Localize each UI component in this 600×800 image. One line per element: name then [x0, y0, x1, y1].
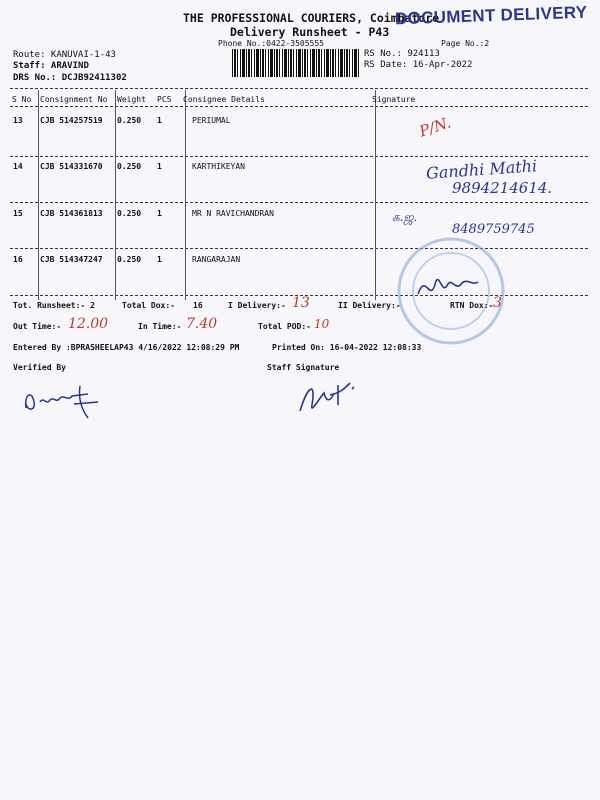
col-header-sno: S No [12, 95, 32, 104]
verified-by-label: Verified By [13, 363, 66, 372]
col-header-consignee: Consignee Details [183, 95, 265, 104]
phone-number: Phone No.:0422-3505555 [218, 39, 324, 48]
row-pcs: 1 [157, 209, 162, 218]
row-consignment: CJB 514331670 [40, 162, 103, 171]
seal-stamp [396, 236, 506, 346]
runsheet-title: Delivery Runsheet - P43 [230, 25, 390, 39]
handwritten-phone: 8489759745 [452, 222, 535, 237]
col-header-weight: Weight [117, 95, 146, 104]
row-weight: 0.250 [117, 162, 142, 171]
handwritten-pin: P/N. [417, 113, 454, 141]
i-delivery-label: I Delivery:- [228, 301, 286, 310]
col-header-pcs: PCS [157, 95, 172, 104]
ii-delivery-label: II Delivery:- [338, 301, 401, 310]
total-pod-value: 10 [314, 317, 330, 331]
handwritten-phone: 9894214614. [452, 179, 553, 197]
verifier-signature [18, 380, 118, 425]
out-time-value: 12.00 [68, 316, 109, 332]
rule [10, 106, 588, 107]
staff: Staff: ARAVIND [13, 61, 89, 71]
row-consignee: MR N RAVICHANDRAN [192, 209, 274, 218]
row-weight: 0.250 [117, 209, 142, 218]
row-weight: 0.250 [117, 255, 142, 264]
col-divider [38, 90, 39, 300]
total-runsheet: Tot. Runsheet:- 2 [13, 301, 95, 310]
rtn-dox-label: RTN Dox:- [450, 301, 494, 310]
col-divider [375, 90, 376, 300]
i-delivery-value: 13 [292, 295, 310, 311]
row-pcs: 1 [157, 255, 162, 264]
handwritten-name: Gandhi Mathi [425, 156, 538, 183]
row-consignee: KARTHIKEYAN [192, 162, 245, 171]
route: Route: KANUVAI-1-43 [13, 50, 116, 60]
rs-date: RS Date: 16-Apr-2022 [364, 60, 473, 70]
document-delivery-stamp: DOCUMENT DELIVERY [394, 2, 588, 29]
row-consignment: CJB 514257519 [40, 116, 103, 125]
rs-number: RS No.: 924113 [364, 49, 440, 59]
handwritten-initials: க.ஜ. [392, 210, 418, 224]
col-divider [115, 90, 116, 300]
row-consignee: PERIUMAL [192, 116, 231, 125]
col-divider [185, 90, 186, 300]
rtn-dox-value: 3 [493, 295, 502, 311]
rule [10, 88, 588, 89]
company-name: THE PROFESSIONAL COURIERS, Coimbatore [183, 11, 440, 25]
row-sno: 15 [13, 209, 23, 218]
row-pcs: 1 [157, 116, 162, 125]
page-number: Page No.:2 [441, 39, 490, 48]
printed-on: Printed On: 16-04-2022 12:08:33 [272, 343, 422, 352]
staff-signature [294, 375, 374, 420]
in-time-value: 7.40 [186, 316, 218, 332]
out-time-label: Out Time:- [13, 322, 62, 331]
barcode [232, 49, 360, 77]
row-consignment: CJB 514361813 [40, 209, 103, 218]
total-dox-value: 16 [193, 301, 203, 310]
in-time-label: In Time:- [138, 322, 182, 331]
row-consignee: RANGARAJAN [192, 255, 241, 264]
col-header-consignment: Consignment No [40, 95, 108, 104]
row-weight: 0.250 [117, 116, 142, 125]
staff-signature-label: Staff Signature [267, 363, 340, 372]
rule [10, 156, 588, 157]
row-sno: 14 [13, 162, 23, 171]
col-header-signature: Signature [372, 95, 416, 104]
drs-number: DRS No.: DCJB92411302 [13, 73, 127, 83]
row-sno: 13 [13, 116, 23, 125]
row-pcs: 1 [157, 162, 162, 171]
entered-by: Entered By :BPRASHEELAP43 4/16/2022 12:08:29 PM [13, 343, 240, 352]
total-pod-label: Total POD:- [258, 322, 311, 331]
row-consignment: CJB 514347247 [40, 255, 103, 264]
total-dox-label: Total Dox:- [122, 301, 175, 310]
row-sno: 16 [13, 255, 23, 264]
rule [10, 202, 588, 203]
